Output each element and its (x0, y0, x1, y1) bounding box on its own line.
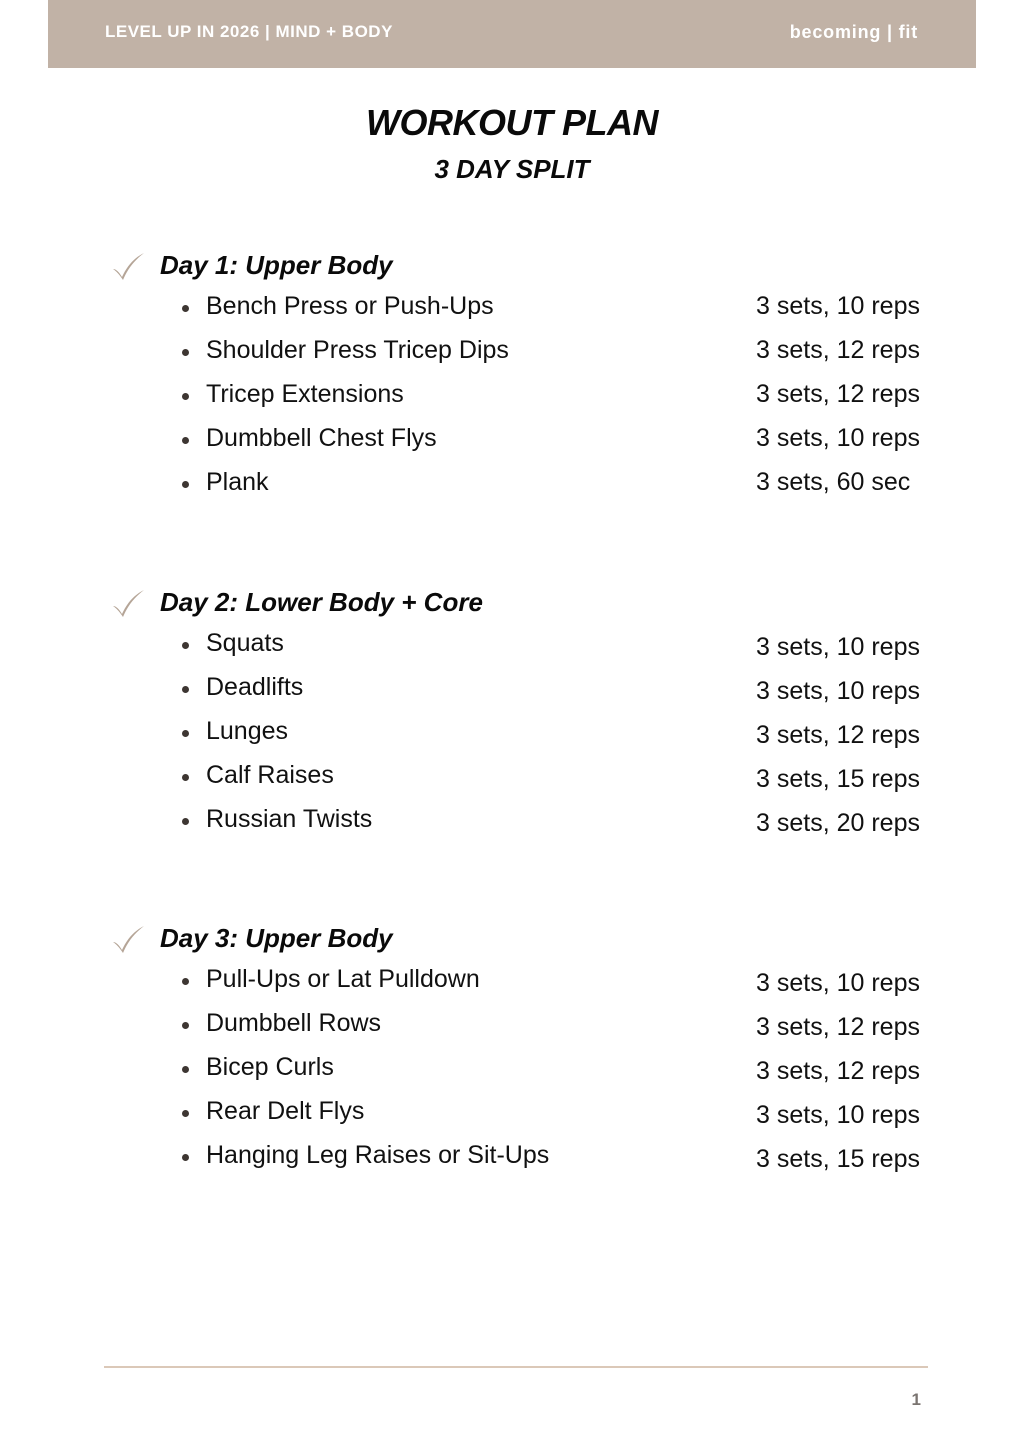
check-icon (110, 250, 146, 282)
exercise-sets: 3 sets, 15 reps (756, 1145, 920, 1173)
exercise-sets: 3 sets, 12 reps (756, 721, 920, 749)
bullet-icon (182, 393, 189, 400)
exercise-name: Dumbbell Rows (206, 1009, 382, 1037)
exercise-sets: 3 sets, 10 reps (756, 292, 920, 320)
exercise-name: Bench Press or Push-Ups (206, 292, 494, 320)
exercise-row (108, 286, 948, 330)
exercise-name: Bicep Curls (206, 1053, 334, 1081)
header-tagline: LEVEL UP IN 2026 | MIND + BODY (105, 22, 393, 41)
exercise-sets: 3 sets, 10 reps (756, 969, 920, 997)
header-bar (48, 0, 976, 68)
exercise-name: Shoulder Press Tricep Dips (206, 336, 509, 364)
bullet-icon (182, 978, 189, 985)
exercise-row (108, 1003, 948, 1047)
exercise-row (108, 711, 948, 755)
bullet-icon (182, 349, 189, 356)
exercise-row (108, 462, 948, 506)
bullet-icon (182, 774, 189, 781)
exercise-sets: 3 sets, 10 reps (756, 677, 920, 705)
exercise-sets: 3 sets, 12 reps (756, 1013, 920, 1041)
exercise-name: Lunges (206, 717, 289, 745)
exercise-row (108, 418, 948, 462)
exercise-name: Pull-Ups or Lat Pulldown (206, 965, 480, 993)
bullet-icon (182, 1110, 189, 1117)
exercise-name: Deadlifts (206, 673, 304, 701)
day-title: Day 3: Upper Body (160, 923, 393, 953)
footer-divider (104, 1366, 928, 1368)
day-section-1 (108, 246, 948, 506)
bullet-icon (182, 818, 189, 825)
check-icon (110, 587, 146, 619)
exercise-sets: 3 sets, 15 reps (756, 765, 920, 793)
exercise-row (108, 1047, 948, 1091)
exercise-name: Squats (206, 629, 284, 657)
day-title: Day 1: Upper Body (160, 250, 393, 280)
bullet-icon (182, 305, 189, 312)
exercise-sets: 3 sets, 12 reps (756, 1057, 920, 1085)
exercise-name: Calf Raises (206, 761, 334, 789)
day-section-2 (108, 583, 948, 843)
bullet-icon (182, 1022, 189, 1029)
check-icon (110, 923, 146, 955)
exercise-row (108, 623, 948, 667)
exercise-row (108, 1091, 948, 1135)
exercise-name: Hanging Leg Raises or Sit-Ups (206, 1141, 550, 1169)
exercise-row (108, 959, 948, 1003)
exercise-name: Tricep Extensions (206, 380, 404, 408)
exercise-sets: 3 sets, 10 reps (756, 1101, 920, 1129)
exercise-sets: 3 sets, 20 reps (756, 809, 920, 837)
page-number: 1 (911, 1390, 921, 1409)
exercise-sets: 3 sets, 12 reps (756, 336, 920, 364)
exercise-row (108, 799, 948, 843)
exercise-sets: 3 sets, 10 reps (756, 424, 920, 452)
bullet-icon (182, 642, 189, 649)
exercise-row (108, 1135, 948, 1179)
day-title: Day 2: Lower Body + Core (160, 587, 483, 617)
bullet-icon (182, 686, 189, 693)
exercise-row (108, 330, 948, 374)
brand-name: becoming | fit (789, 22, 918, 42)
exercise-row (108, 374, 948, 418)
bullet-icon (182, 1066, 189, 1073)
exercise-name: Plank (206, 468, 269, 496)
exercise-sets: 3 sets, 10 reps (756, 633, 920, 661)
exercise-name: Russian Twists (206, 805, 373, 833)
bullet-icon (182, 437, 189, 444)
bullet-icon (182, 730, 189, 737)
page-title: WORKOUT PLAN (366, 102, 658, 143)
exercise-row (108, 667, 948, 711)
bullet-icon (182, 481, 189, 488)
exercise-sets: 3 sets, 60 sec (756, 468, 911, 496)
day-heading (108, 583, 948, 623)
day-heading (108, 246, 948, 286)
bullet-icon (182, 1154, 189, 1161)
exercise-sets: 3 sets, 12 reps (756, 380, 920, 408)
day-section-3 (108, 919, 948, 1179)
exercise-row (108, 755, 948, 799)
exercise-name: Dumbbell Chest Flys (206, 424, 437, 452)
page-subtitle: 3 DAY SPLIT (434, 154, 590, 184)
day-heading (108, 919, 948, 959)
exercise-name: Rear Delt Flys (206, 1097, 365, 1125)
